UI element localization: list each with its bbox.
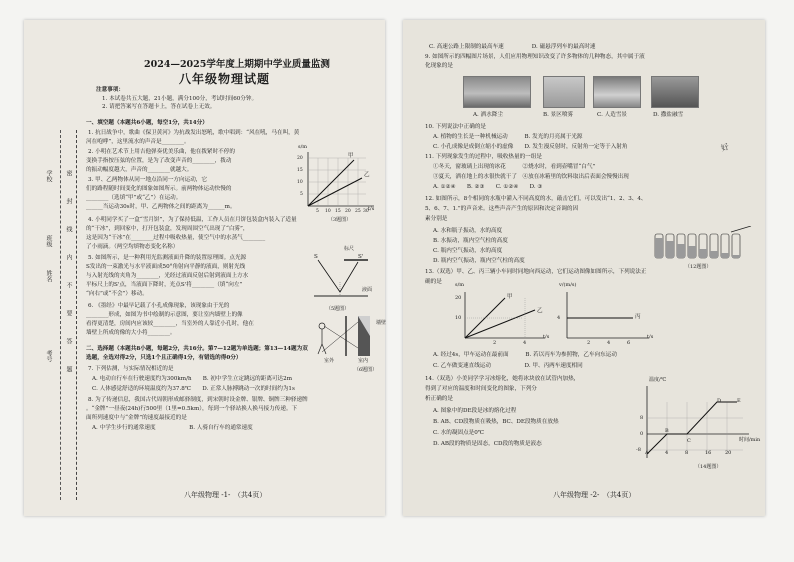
fig13b-xtick: 4 xyxy=(607,340,611,346)
line-6: 3. 甲、乙两物体从同一地点沿同一方向运动，它 xyxy=(88,177,207,183)
p2-line-bot-5: A. 图象中的DE段是冰的熔化过程 xyxy=(433,408,517,414)
p2-line-bot-3: 得到了对应的温度和时间变化的图象，下列分 xyxy=(425,386,537,392)
fig3-xtick: 25 xyxy=(355,209,361,214)
fig6-indoor-label: 室内 xyxy=(358,358,369,364)
p2-line-mid-13: D. 瓶内空气振动，瓶内空气柱的高度 xyxy=(433,258,525,264)
line-0: 一、填空题（本题共6小题，每空1分，共14分） xyxy=(86,120,208,126)
p2-line-mid-15: 确的是 xyxy=(425,279,442,285)
line-11: 的“干冰”，到回家中，打开包装盒，发现周围空气出现了“白雾”， xyxy=(86,226,249,232)
fig3-ytick: 10 xyxy=(297,180,303,185)
fig13a-axes xyxy=(453,288,549,348)
p2-line-mid-8: 5、6、7、1.”的声音来。这些声音产生的原因和决定音调的因 xyxy=(425,206,579,212)
p2-line-mid-9: 素分别是 xyxy=(425,216,448,222)
fig14-xtick: 16 xyxy=(705,450,712,456)
line-4: 变换手指按压弦的位置，是为了改变声音的________，拨动 xyxy=(86,158,232,164)
fig14-point-e: E xyxy=(737,398,741,404)
line-14: 5. 如图所示，是一种利用光监测液面升降的装置原理图。点光源 xyxy=(88,255,247,261)
p2-line-mid-1: A. 植物的生长是一种机械运动 B. 发光的月亮属于光源 xyxy=(433,134,583,140)
line-5: 的振动幅度越大，声音的________就越大。 xyxy=(86,167,193,173)
p2-line-mid-7: 12. 如图所示，8个相同的水瓶中灌入不同高度的水，敲击它们，可以发出“1、2、3、4、 xyxy=(425,196,647,202)
notice-2: 2. 请把答案写在答题卡上，答在试卷上无效。 xyxy=(102,104,216,110)
fig5-source-label: S xyxy=(314,254,318,260)
fig3-xtick: 15 xyxy=(335,209,341,214)
fig14-ylabel: 温度/℃ xyxy=(649,377,667,383)
line-10: 4. 小明同学买了一盒“雪月饼”，为了保持低温，工作人员在月饼包装盒内装入了适量 xyxy=(88,217,297,223)
p2-line-bot-1: C. 乙车做变速直线运动 D. 甲、丙两车速度相同 xyxy=(433,363,583,369)
p2-line-bot-7: C. 水的凝固点是0℃ xyxy=(433,430,485,436)
fig3-ytick: 15 xyxy=(297,168,303,173)
fig14-point-c: C xyxy=(687,438,691,444)
seal-line-text: 密 封 线 内 不 要 答 题 xyxy=(65,170,72,380)
fig14-ytick: 8 xyxy=(640,415,644,421)
fig3-caption: （3题图） xyxy=(328,217,352,223)
line-8: ________（选填“甲”或“乙”）在运动。 xyxy=(86,195,182,201)
fig3-ytick: 20 xyxy=(297,156,303,161)
line-3: 2. 小明在艺术节上用吉他弹奏优美乐曲，他在拨紧时不停的 xyxy=(88,149,235,155)
line-31: A. 中学生步行的通常速度 B. 人骑自行车的通常速度 xyxy=(92,425,253,431)
line-22: 墙壁上所成的像的大小将________。 xyxy=(86,330,176,336)
side-label-name: 姓名 xyxy=(45,270,52,282)
p2-line-bot-6: B. AB、CD段物质在吸热，BC、DE段物质在放热 xyxy=(433,419,559,425)
fig14-xtick: 8 xyxy=(685,450,689,456)
handwritten-scribble: 好 xyxy=(719,141,731,154)
photo-artificial-snow xyxy=(593,76,641,108)
fig6-wall-label: 墙壁 xyxy=(376,320,387,326)
line-29: 。“金牌”一昼夜(24h)行500里（1里=0.5km），每到一个驿站换人换马接力传递。下 xyxy=(86,406,298,412)
line-21: 看得更清楚，房间内应该较________，当室外的人靠近小孔时，他在 xyxy=(86,321,254,327)
exam-title: 2024—2025学年度上期期中学业质量监测 xyxy=(144,59,330,70)
fig13b-ylabel: v/(m/s) xyxy=(559,282,577,288)
fig3-line-yi xyxy=(308,178,362,206)
fig13a-ytick: 10 xyxy=(455,315,462,321)
fig14-xtick: 4 xyxy=(665,450,669,456)
photo-sprinkler-truck xyxy=(463,76,531,108)
p2-line-top-1: 9. 如图所示的四幅图片场景，人们应用物理知识改变了许多物体的几种物态，其中属于液 xyxy=(425,54,645,60)
line-7: 们的路程随时间变化的图象如图所示。前两物体运动快慢的 xyxy=(86,186,232,192)
fig13a-ytick: 20 xyxy=(455,295,462,301)
line-2: 河在咆哮”，这里流水的声音是________。 xyxy=(86,139,190,145)
side-label-school: 学校 xyxy=(45,170,52,182)
fig3-xtick: 20 xyxy=(345,209,351,214)
fig3-series-yi: 乙 xyxy=(364,172,370,178)
p2-line-top-2: 化现象的是 xyxy=(425,63,453,69)
line-9: ______当运动30s时，甲、乙两物体之间的距离为______m。 xyxy=(86,204,236,210)
p2-line-mid-10: A. 水和瓶子振动，水的高度 xyxy=(433,228,503,234)
exam-page-2 xyxy=(403,20,765,516)
fig13a-xlabel: t/s xyxy=(543,334,550,340)
photo-scenic-mist xyxy=(543,76,585,108)
photo-salt-snow xyxy=(651,76,699,108)
fig3-xtick: 5 xyxy=(316,209,319,214)
fig12-drawing xyxy=(653,226,753,260)
photo-caption-d: D. 撒盐融雪 xyxy=(653,112,684,118)
fig3-xlabel: t/s xyxy=(368,206,375,212)
p2-line-bot-0: A. 经过4s，甲车运动在最前面 B. 若以丙车为参照物，乙车向东运动 xyxy=(433,352,617,358)
fig14-ytick: -8 xyxy=(636,447,641,453)
fig6-drawing xyxy=(312,312,376,360)
fig13b-xtick: 2 xyxy=(587,340,591,346)
line-28: 8. 为了传递信息，我国古代周朝形成邮驿制度，到宋朝时设金牌、银牌、铜牌三种驿递牌 xyxy=(88,397,308,403)
page-1-footer: 八年级物理 -1- （共4页） xyxy=(184,491,267,499)
fig14-xtick: 20 xyxy=(725,450,732,456)
photo-caption-b: B. 景区喷雾 xyxy=(543,112,574,118)
fig3-xtick: 30 xyxy=(363,209,369,214)
notice-1: 1. 本试卷共五大题，21小题，满分100分，考试时间60分钟。 xyxy=(102,96,258,102)
p2-line-bot-2: 14.（双选）小美同学学习冰熔化，她将冰块放在试管内加热， xyxy=(425,376,580,382)
fig5-ruler-label: 标尺 xyxy=(344,246,355,252)
seal-line-outer xyxy=(60,130,61,500)
p2-line-mid-5: ③夏天，洒在地上的水很快就干了 ④放在冰箱里的饮料取出后表面会慢慢出现 xyxy=(433,174,629,180)
fig3-xtick: 10 xyxy=(325,209,331,214)
fig3-ylabel: s/m xyxy=(298,144,307,150)
fig13b-series-bing: 丙 xyxy=(635,314,641,320)
line-23: 二、选择题（本题共8小题，每题2分，共16分。第7—12题为单选题；第13—14题为双 xyxy=(86,346,308,352)
notice-heading: 注意事项： xyxy=(96,87,124,93)
page-2-footer: 八年级物理 -2- （共4页） xyxy=(553,491,636,499)
fig13a-series-yi: 乙 xyxy=(537,308,543,314)
fig13a-ylabel: s/m xyxy=(455,282,464,288)
photo-caption-a: A. 洒水降尘 xyxy=(473,112,503,118)
line-26: A. 电动自行车在行驶速度约为300km/h B. 初中学生立定跳远的距离可达2m xyxy=(92,376,293,382)
p2-line-mid-2: C. 小孔成像是成倒立缩小的虚像 D. 发生漫反射时，反射角一定等于入射角 xyxy=(433,144,628,150)
fig3-line-jia xyxy=(308,160,354,206)
fig14-caption: （14题图） xyxy=(695,464,722,470)
line-17: 平标尺上的S'点，当液面下降时，光点S'将________（填“向左” xyxy=(86,282,243,288)
p2-line-mid-4: ①冬天，窗玻璃上出现的冰花 ②烧水时，看到壶嘴冒“白气” xyxy=(433,164,596,170)
p2-line-bot-4: 析正确的是 xyxy=(425,396,453,402)
fig13a-series-jia: 甲 xyxy=(507,294,513,300)
fig6-outdoor-label: 室外 xyxy=(324,358,335,364)
fig14-ytick: 0 xyxy=(640,431,644,437)
fig14-point-a: A xyxy=(645,450,649,456)
line-15: S发出的一束激光与水平液面成50°角射向平静的液面，则射光线 xyxy=(86,264,246,270)
exam-page-1 xyxy=(24,20,385,516)
p2-line-top-0: C. 高速公路上限制的最高车速 D. 磁悬浮列车的最高时速 xyxy=(429,44,596,50)
fig14-point-d: D xyxy=(717,398,722,404)
fig13a-xtick: 2 xyxy=(493,340,497,346)
fig3-ytick: 5 xyxy=(300,192,303,197)
fig12-caption: （12题图） xyxy=(685,264,712,270)
side-label-examno: 考号 xyxy=(45,350,52,362)
p2-line-mid-3: 11. 下列现象发生的过程中，吸收热量的一组是 xyxy=(425,154,542,160)
p2-line-mid-6: A. ①②④ B. ②③ C. ①②④ D. ③ xyxy=(433,184,543,190)
exam-subtitle: 八年级物理试题 xyxy=(179,72,271,86)
fig14-axes xyxy=(633,382,753,462)
side-label-class: 班级 xyxy=(45,235,52,247)
fig14-xlabel: 时间/min xyxy=(739,437,761,443)
line-16: 与入射光线的夹角为________，光经过液面反射后射到液面上方水 xyxy=(86,273,249,279)
fig13b-xlabel: t/s xyxy=(647,334,654,340)
line-25: 7. 下列估测，与实际情况相近的是 xyxy=(88,366,174,372)
line-19: 6. 《墨经》中最早记载了小孔成像现象，该现象由于光的 xyxy=(88,303,230,309)
fig5-liquid-label: 液面 xyxy=(362,287,373,293)
line-27: C. 人体感觉舒适的环境温度约为37.8℃ D. 正常人脉搏跳动一次的时间约为1s xyxy=(92,386,295,392)
line-1: 1. 抗日战争中，歌曲《保卫黄河》为抗战发出怒吼，歌中唱到：“风在吼，马在叫，黄 xyxy=(88,130,300,136)
seal-line xyxy=(76,130,77,500)
fig5-caption: （5题图） xyxy=(326,306,350,312)
fig14-point-b: B xyxy=(665,428,669,434)
p2-line-mid-14: 13.（双选）甲、乙、丙三辆小车同时同地向西运动，它们运动图像如图所示，下列说法正 xyxy=(425,269,647,275)
p2-line-mid-11: B. 水振动，瓶内空气柱的高度 xyxy=(433,238,508,244)
line-12: 这是因为“干冰”在________过程中吸收热量，使空气中的水蒸气________ xyxy=(86,235,266,241)
fig13a-xtick: 4 xyxy=(523,340,527,346)
p2-line-mid-0: 10. 下列说法中正确的是 xyxy=(425,124,487,130)
p2-line-mid-12: C. 瓶内空气振动，水的高度 xyxy=(433,248,503,254)
fig5-image-label: S' xyxy=(358,254,364,260)
fig3-series-jia: 甲 xyxy=(348,153,354,159)
line-13: 了小雨滴。（两空均填物态变化名称） xyxy=(86,244,179,250)
p2-line-bot-8: D. AB段的物质是固态，CD段的物质是液态 xyxy=(433,441,542,447)
line-24: 选题，全选对得2分，只选1个且正确得1分，有错选的得0分） xyxy=(86,355,242,361)
fig6-caption: （6题图） xyxy=(354,367,378,373)
fig13b-xtick: 6 xyxy=(627,340,631,346)
line-20: ________形成，如图为书中绘制的示意图，要让室内墙壁上的像 xyxy=(86,312,243,318)
photo-caption-c: C. 人造雪景 xyxy=(597,112,628,118)
line-18: “向右”或“不会”）移动。 xyxy=(86,291,148,297)
line-30: 面所列速度中与“金牌”的速度最接近的是 xyxy=(86,415,187,421)
fig13b-ytick: 4 xyxy=(557,315,561,321)
